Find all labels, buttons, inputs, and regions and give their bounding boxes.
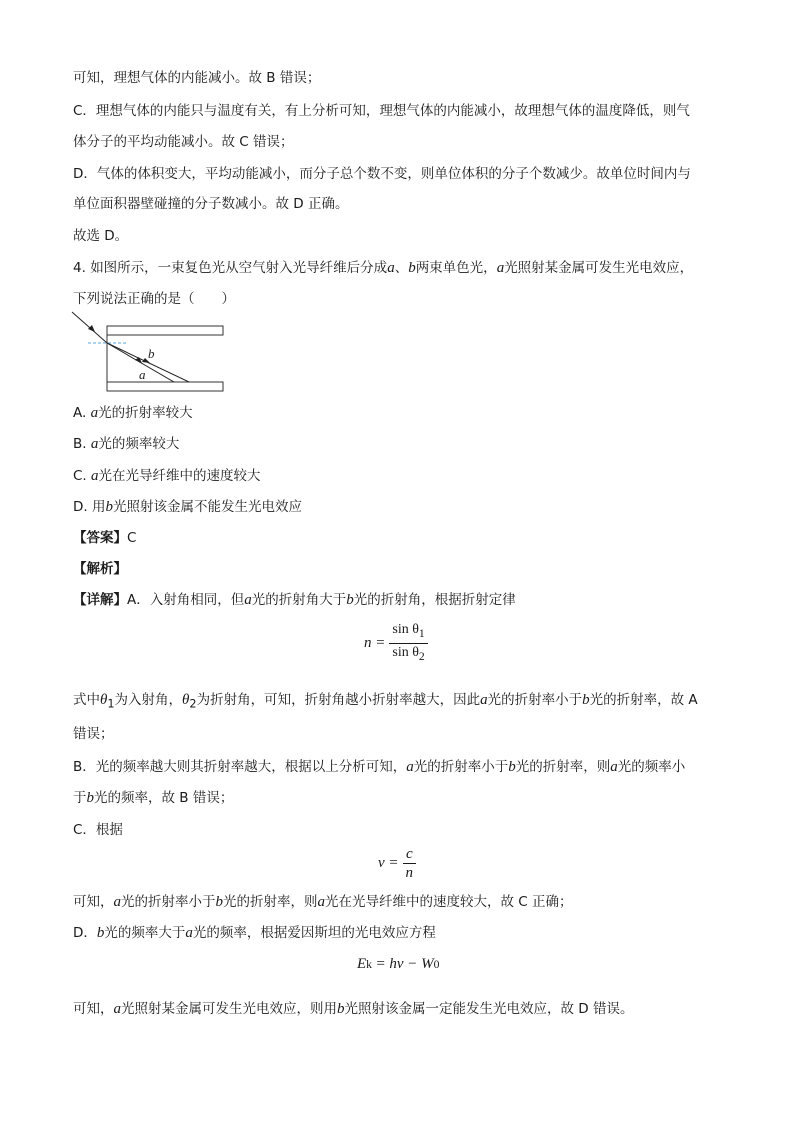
detail-b-line2: 于b光的频率，故 B 错误；: [73, 790, 234, 806]
analysis-label: 【解析】: [73, 561, 127, 577]
text-line: 单位面积器壁碰撞的分子数减小。故 D 正确。: [73, 196, 349, 212]
answer-value: C: [127, 530, 137, 546]
text-line: 可知，理想气体的内能减小。故 B 错误；: [73, 70, 321, 86]
text-line: D．气体的体积变大，平均动能减小，而分子总个数不变，则单位体积的分子个数减少。故单位时间内与: [73, 166, 691, 182]
detail-b-line1: B．光的频率越大则其折射率越大，根据以上分析可知，a光的折射率小于b光的折射率，则a光的频率小: [73, 759, 686, 775]
answer-label: 【答案】: [73, 530, 127, 546]
detail-c-line1: C．根据: [73, 822, 123, 838]
detail-c-line2: 可知，a光的折射率小于b光的折射率，则a光在光导纤维中的速度较大，故 C 正确；: [73, 894, 573, 910]
answer-line: [73, 526, 136, 546]
detail-a-line3: 错误；: [73, 726, 114, 742]
question-stem-line2: 下列说法正确的是（ ）: [73, 291, 235, 307]
option-a: A. a光的折射率较大: [73, 405, 193, 421]
fiber-bottom-wall: [107, 382, 223, 391]
label-b: b: [148, 346, 155, 361]
text-line: 体分子的平均动能减小。故 C 错误；: [73, 134, 294, 150]
option-b: B. a光的频率较大: [73, 436, 180, 452]
incident-arrow: [88, 325, 95, 332]
ray-a-arrow: [135, 357, 142, 363]
option-d: D. 用b光照射该金属不能发生光电效应: [73, 499, 302, 515]
photoelectric-formula: E k = hν − W 0: [357, 956, 440, 972]
text-line: 故选 D。: [73, 228, 129, 244]
fiber-top-wall: [107, 326, 223, 335]
detail-label: 【详解】: [73, 592, 127, 608]
refraction-formula: n = $\frac{\sin \theta_1}{\sin \theta_2}$: [364, 622, 428, 665]
speed-formula: v = $\frac{c}{n}$: [378, 846, 416, 881]
option-c: C. a光在光导纤维中的速度较大: [73, 468, 261, 484]
question-stem: 4. 如图所示，一束复色光从空气射入光导纤维后分成a、b两束单色光，a光照射某金属可发生光电效应，: [73, 260, 694, 276]
detail-a-line1: 【详解】A．入射角相同，但a光的折射角大于b光的折射角，根据折射定律: [73, 592, 516, 608]
detail-a-line2: 式中$\theta_1$为入射角，$\theta_2$为折射角，可知，折射角越小折射率越大，因此a光的折射率小于b光的折射率，故 A: [73, 692, 698, 711]
text-line: C．理想气体的内能只与温度有关，有上分析可知，理想气体的内能减小，故理想气体的温度降低，则气: [73, 103, 690, 119]
detail-d-line1: D．b光的频率大于a光的频率，根据爱因斯坦的光电效应方程: [73, 925, 436, 941]
optical-fiber-diagram: [68, 308, 228, 398]
label-a: a: [139, 367, 146, 382]
detail-d-line2: 可知，a光照射某金属可发生光电效应，则用b光照射该金属一定能发生光电效应，故 D 错误。: [73, 1001, 634, 1017]
question-number: 4.: [73, 260, 86, 276]
